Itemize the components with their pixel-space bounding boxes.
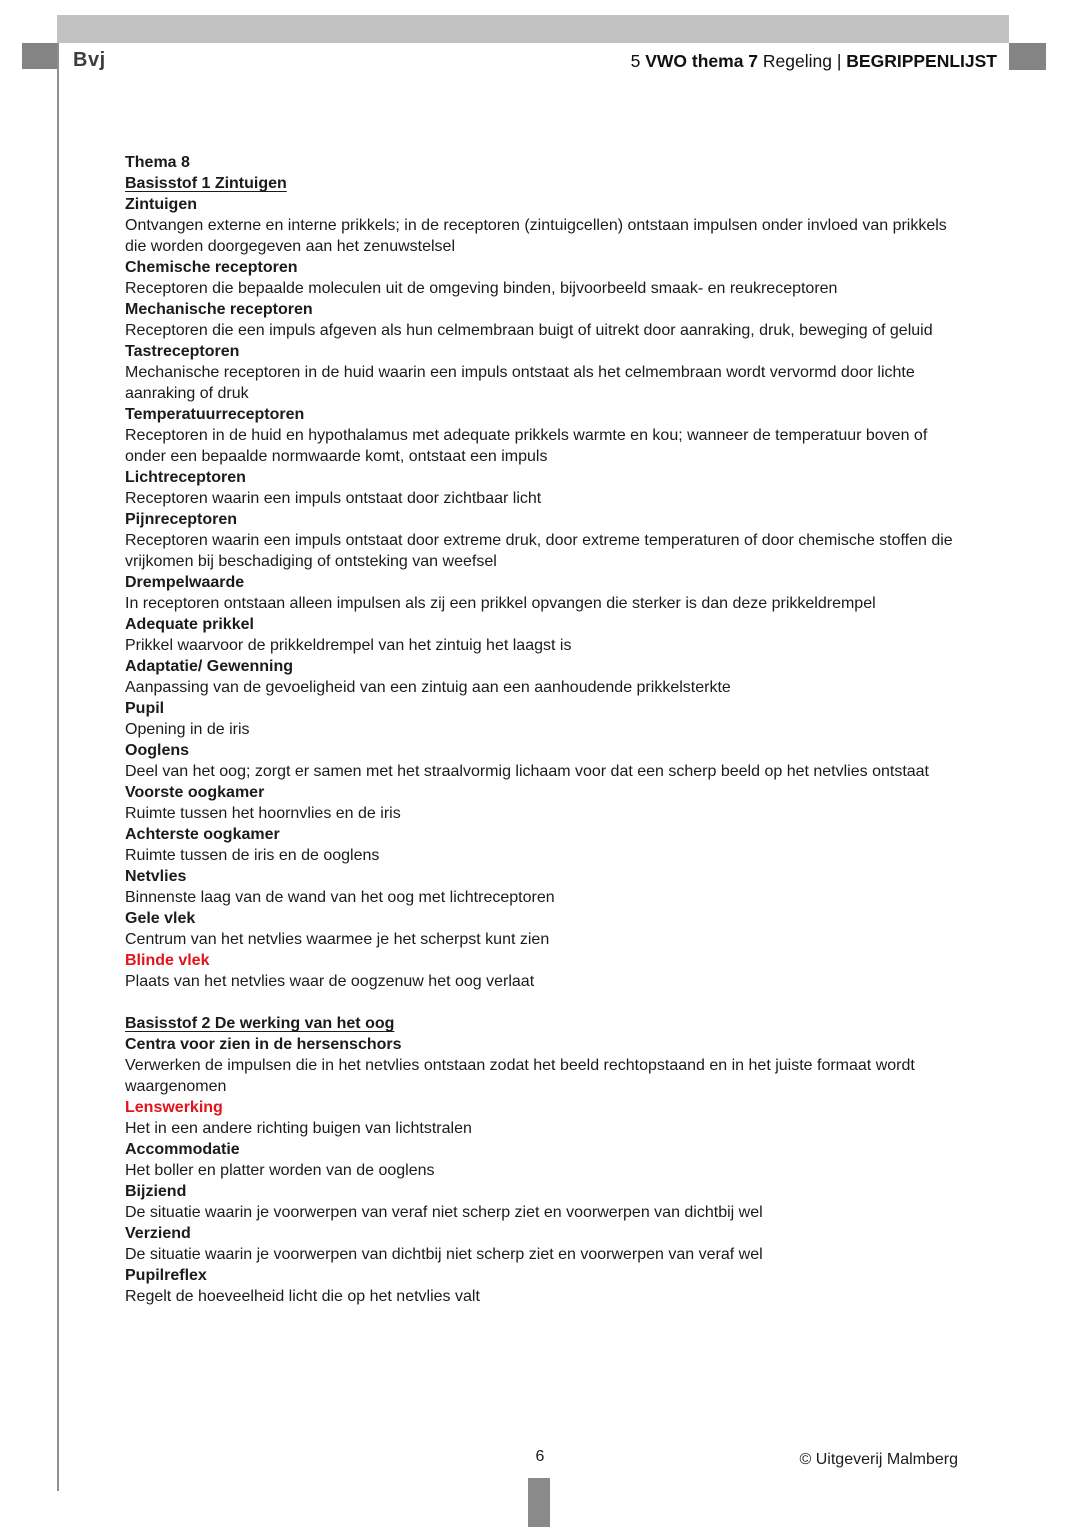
glossary-term: Drempelwaarde	[125, 574, 245, 591]
glossary-term: Verziend	[125, 1225, 191, 1242]
glossary-term: Lenswerking	[125, 1099, 223, 1116]
section-heading: Basisstof 1 Zintuigen	[125, 175, 287, 192]
glossary-term: Lichtreceptoren	[125, 469, 246, 486]
page-number: 6	[535, 1448, 545, 1465]
glossary-term: Chemische receptoren	[125, 259, 298, 276]
glossary-sections	[125, 173, 965, 1307]
header-title-course: VWO thema 7	[645, 51, 759, 71]
header-top-bar	[57, 15, 1009, 43]
glossary-term: Adaptatie/ Gewenning	[125, 658, 294, 675]
glossary-definition: Receptoren in de huid en hypothalamus met adequate prikkels warmte en kou; wanneer de temperatuur boven of onder een bepaalde normwaarde komt, ontstaat een impuls	[125, 427, 928, 465]
glossary-definition: Aanpassing van de gevoeligheid van een zintuig aan een aanhoudende prikkelsterkte	[125, 679, 731, 696]
header-title-doctype: BEGRIPPENLIJST	[846, 51, 997, 71]
glossary-content	[125, 152, 965, 1307]
glossary-term: Pijnreceptoren	[125, 511, 238, 528]
glossary-definition: Regelt de hoeveelheid licht die op het netvlies valt	[125, 1288, 480, 1305]
glossary-term: Adequate prikkel	[125, 616, 254, 633]
glossary-term: Ooglens	[125, 742, 190, 759]
glossary-term: Gele vlek	[125, 910, 196, 927]
glossary-definition: Verwerken de impulsen die in het netvlies ontstaan zodat het beeld rechtopstaand en in het juiste formaat wordt waargenomen	[125, 1057, 915, 1095]
glossary-definition: Plaats van het netvlies waar de oogzenuw het oog verlaat	[125, 973, 535, 990]
brand-logo-text: Bvj	[73, 49, 106, 71]
glossary-definition: Binnenste laag van de wand van het oog met lichtreceptoren	[125, 889, 555, 906]
glossary-definition: Mechanische receptoren in de huid waarin een impuls ontstaat als het celmembraan wordt vervormd door lichte aanraking of druk	[125, 364, 915, 402]
glossary-term: Centra voor zien in de hersenschors	[125, 1036, 402, 1053]
glossary-term: Bijziend	[125, 1183, 187, 1200]
glossary-definition: Deel van het oog; zorgt er samen met het straalvormig lichaam voor dat een scherp beeld op het netvlies ontstaat	[125, 763, 929, 780]
glossary-definition: Ruimte tussen het hoornvlies en de iris	[125, 805, 401, 822]
glossary-definition: De situatie waarin je voorwerpen van dichtbij niet scherp ziet en voorwerpen van veraf wel	[125, 1246, 763, 1263]
glossary-definition: Opening in de iris	[125, 721, 250, 738]
glossary-term: Pupil	[125, 700, 165, 717]
glossary-definition: Het in een andere richting buigen van lichtstralen	[125, 1120, 472, 1137]
section-heading: Basisstof 2 De werking van het oog	[125, 1015, 395, 1032]
glossary-definition: Receptoren waarin een impuls ontstaat door extreme druk, door extreme temperaturen of door chemische stoffen die vrijkomen bij beschadiging of ontsteking van weefsel	[125, 532, 953, 570]
glossary-definition: In receptoren ontstaan alleen impulsen als zij een prikkel opvangen die sterker is dan deze prikkeldrempel	[125, 595, 876, 612]
header-right-corner-block	[1009, 43, 1046, 70]
glossary-definition: Receptoren die bepaalde moleculen uit de omgeving binden, bijvoorbeeld smaak- en reukreceptoren	[125, 280, 838, 297]
glossary-section	[125, 1013, 965, 1307]
glossary-term: Pupilreflex	[125, 1267, 207, 1284]
glossary-term: Tastreceptoren	[125, 343, 240, 360]
glossary-section	[125, 173, 965, 992]
header-title-level: 5	[630, 51, 646, 71]
header-title-topic: Regeling |	[758, 51, 847, 71]
copyright-text: © Uitgeverij Malmberg	[799, 1451, 958, 1468]
glossary-term: Netvlies	[125, 868, 187, 885]
left-margin-rule	[57, 43, 59, 1491]
glossary-term: Accommodatie	[125, 1141, 240, 1158]
glossary-definition: Centrum van het netvlies waarmee je het scherpst kunt zien	[125, 931, 550, 948]
glossary-term: Blinde vlek	[125, 952, 210, 969]
glossary-term: Temperatuurreceptoren	[125, 406, 305, 423]
glossary-definition: Ruimte tussen de iris en de ooglens	[125, 847, 380, 864]
glossary-definition: Receptoren die een impuls afgeven als hun celmembraan buigt of uitrekt door aanraking, druk, beweging of geluid	[125, 322, 933, 339]
glossary-term: Achterste oogkamer	[125, 826, 280, 843]
glossary-definition: Het boller en platter worden van de ooglens	[125, 1162, 435, 1179]
header-left-corner-block	[22, 43, 57, 69]
thema-title: Thema 8	[125, 154, 190, 171]
glossary-definition: Prikkel waarvoor de prikkeldrempel van het zintuig het laagst is	[125, 637, 572, 654]
glossary-term: Voorste oogkamer	[125, 784, 265, 801]
header-title	[631, 51, 997, 72]
glossary-term: Zintuigen	[125, 196, 197, 213]
glossary-term: Mechanische receptoren	[125, 301, 313, 318]
glossary-definition: De situatie waarin je voorwerpen van veraf niet scherp ziet en voorwerpen van dichtbij wel	[125, 1204, 763, 1221]
glossary-definition: Ontvangen externe en interne prikkels; in de receptoren (zintuigcellen) ontstaan impulsen onder invloed van prikkels die worden doorgegeven aan het zenuwstelsel	[125, 217, 947, 255]
bottom-tab-bar	[528, 1478, 550, 1527]
glossary-definition: Receptoren waarin een impuls ontstaat door zichtbaar licht	[125, 490, 542, 507]
